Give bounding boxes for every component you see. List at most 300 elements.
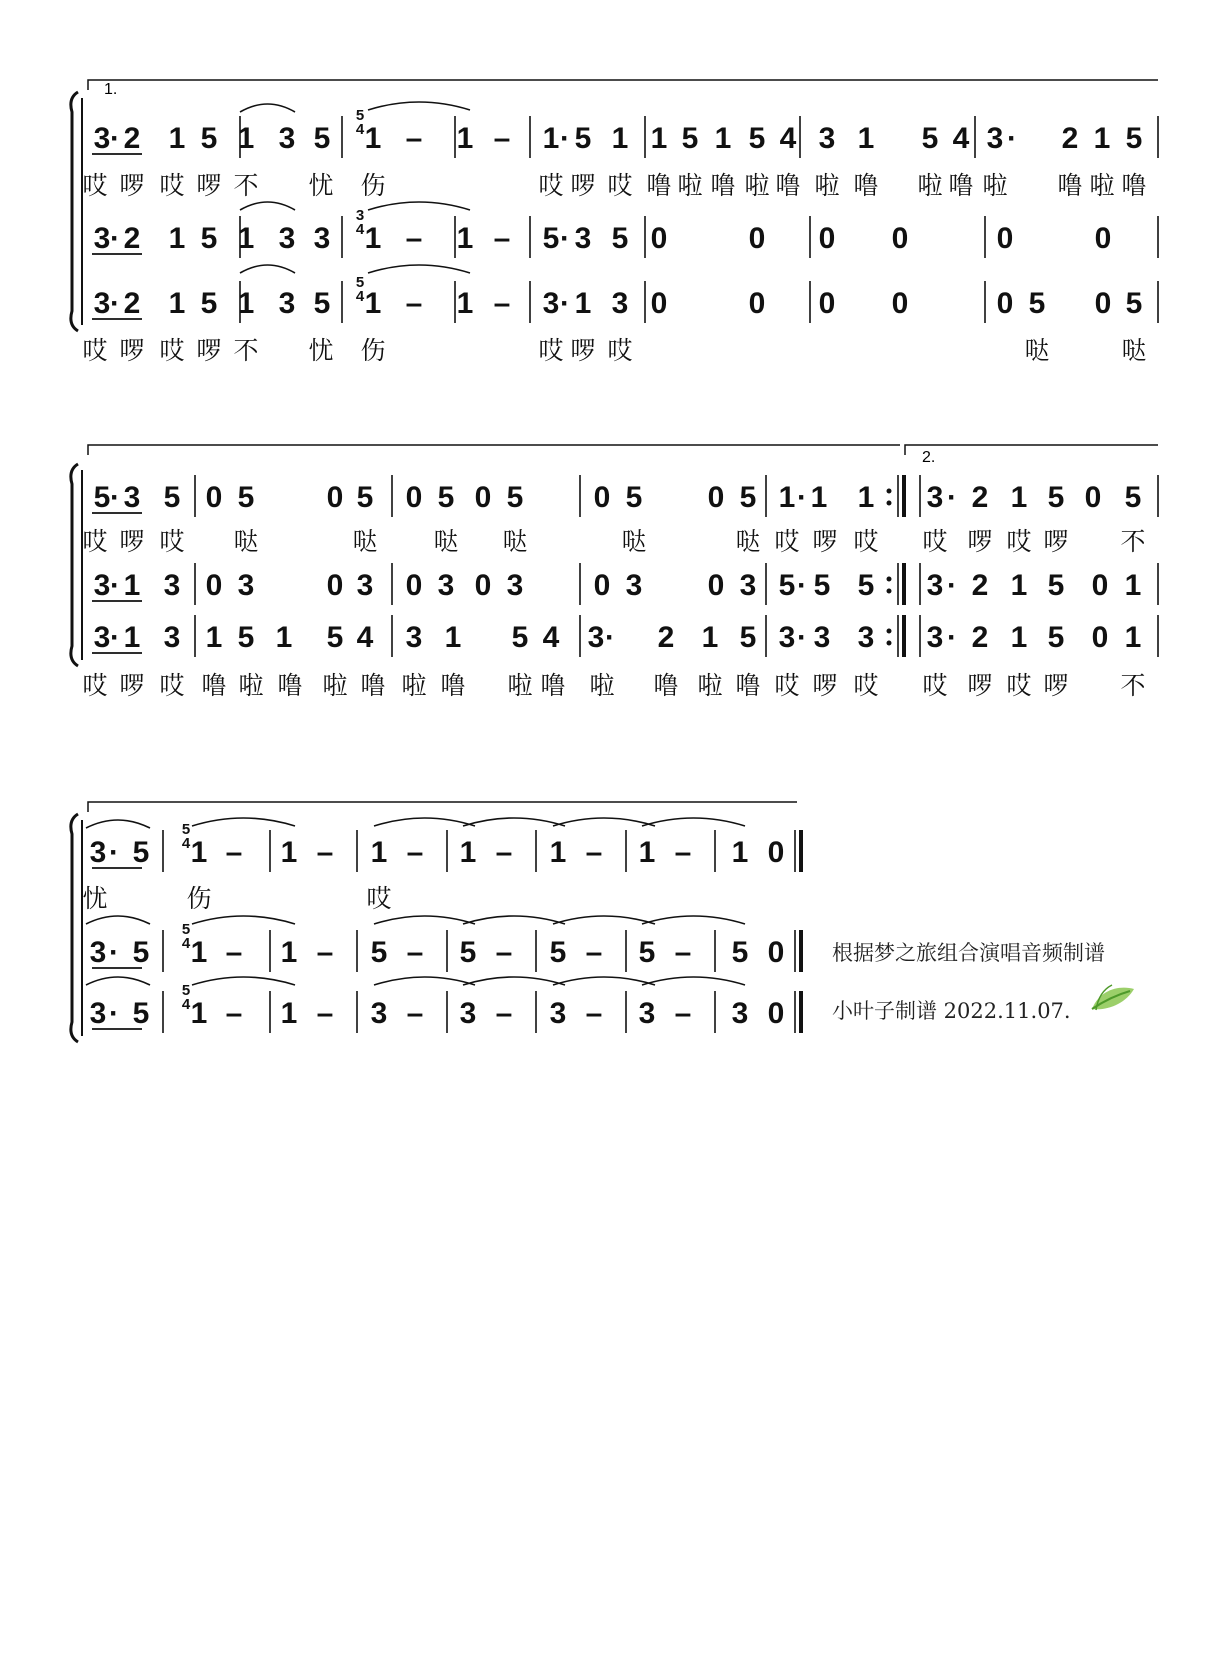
lyric-char: 哎 (774, 671, 800, 700)
lyric-char: 啰 (119, 336, 145, 365)
note-digit: · (797, 481, 807, 514)
note-digit: 1 (444, 621, 462, 654)
volta-bracket (88, 802, 797, 812)
note-digit: 5 (313, 287, 331, 320)
note-digit: 3 (813, 621, 831, 654)
repeat-dot (887, 629, 892, 634)
note-digit: 3 (731, 997, 749, 1030)
tie-slur (374, 977, 475, 985)
note-digit: 0 (405, 481, 423, 514)
lyric-char: 伤 (360, 336, 386, 365)
repeat-dot (887, 641, 892, 646)
lyric-char: 哎 (82, 527, 108, 556)
lyric-char: 啦 (814, 171, 840, 200)
note-digit: 5 (132, 936, 150, 969)
hold-dash: – (406, 936, 424, 969)
note-digit: 5 (739, 621, 757, 654)
repeat-dot (887, 489, 892, 494)
note-digit: 1 (205, 621, 223, 654)
note-digit: · (605, 621, 615, 654)
note-digit: 5 (200, 287, 218, 320)
note-digit: 0 (707, 481, 725, 514)
note-digit: 5 (506, 481, 524, 514)
note-digit: 1 (778, 481, 796, 514)
hold-dash: – (316, 997, 334, 1030)
note-digit: · (109, 836, 119, 869)
note-digit: 5 (163, 481, 181, 514)
hold-dash: – (493, 287, 511, 320)
hold-dash: – (405, 287, 423, 320)
note-digit: · (110, 569, 120, 602)
lyric-char: 啦 (917, 171, 943, 200)
tie-slur (368, 265, 470, 273)
note-digit: 1 (1010, 621, 1028, 654)
lyric-char: 哒 (352, 527, 378, 556)
note-digit: · (947, 621, 957, 654)
note-digit: 1 (237, 287, 255, 320)
note-digit: 5 (857, 569, 875, 602)
hold-dash: – (585, 936, 603, 969)
note-digit: 1 (364, 287, 382, 320)
note-digit: 3 (574, 222, 592, 255)
note-digit: · (947, 481, 957, 514)
note-digit: 1 (190, 997, 208, 1030)
tie-slur (553, 916, 655, 924)
system-bracket (71, 814, 78, 1042)
lyric-char: 噜 (735, 671, 761, 700)
lyric-char: 啰 (119, 671, 145, 700)
note-digit: 2 (123, 122, 141, 155)
lyric-char: 啦 (1089, 171, 1115, 200)
note-digit: 1 (168, 287, 186, 320)
note-digit: 4 (952, 122, 970, 155)
lyric-char: 啦 (401, 671, 427, 700)
note-digit: 5 (739, 481, 757, 514)
lyric-char: 噜 (440, 671, 466, 700)
note-digit: 1 (456, 122, 474, 155)
note-digit: 3 (506, 569, 524, 602)
lyric-char: 啰 (967, 671, 993, 700)
lyric-char: 啦 (744, 171, 770, 200)
note-digit: 0 (891, 222, 909, 255)
tie-slur (240, 202, 295, 210)
note-digit: 0 (748, 222, 766, 255)
lyric-char: 噜 (775, 171, 801, 200)
note-digit: 0 (767, 997, 785, 1030)
lyric-char: 哒 (233, 527, 259, 556)
tie-slur (553, 818, 655, 826)
note-digit: 5 (326, 621, 344, 654)
note-digit: 1 (123, 621, 141, 654)
tie-slur (368, 102, 470, 110)
lyric-char: 噜 (646, 171, 672, 200)
meter-numerator: 5 (181, 921, 191, 938)
note-digit: 3 (542, 287, 560, 320)
note-digit: 3 (370, 997, 388, 1030)
meter-denominator: 4 (181, 835, 191, 852)
lyric-char: 啰 (812, 671, 838, 700)
note-digit: 5 (370, 936, 388, 969)
tie-slur (463, 977, 565, 985)
lyric-char: 哎 (538, 171, 564, 200)
note-digit: 5 (132, 836, 150, 869)
lyric-char: 啦 (677, 171, 703, 200)
tie-slur (240, 265, 295, 273)
note-digit: · (560, 222, 570, 255)
lyric-char: 哎 (922, 671, 948, 700)
note-digit: 3 (638, 997, 656, 1030)
note-digit: · (560, 122, 570, 155)
note-digit: 3 (857, 621, 875, 654)
note-digit: 1 (280, 936, 298, 969)
note-digit: 5 (611, 222, 629, 255)
note-digit: 5 (237, 481, 255, 514)
note-digit: · (110, 122, 120, 155)
tie-slur (192, 977, 295, 985)
note-digit: 5 (625, 481, 643, 514)
lyric-char: 啰 (967, 527, 993, 556)
note-digit: 2 (1061, 122, 1079, 155)
lyric-char: 哎 (159, 336, 185, 365)
tie-slur (86, 820, 150, 828)
note-digit: 3 (123, 481, 141, 514)
note-digit: 1 (190, 836, 208, 869)
note-digit: 3 (549, 997, 567, 1030)
repeat-dot (887, 577, 892, 582)
note-digit: · (110, 481, 120, 514)
note-digit: 3 (739, 569, 757, 602)
note-digit: 0 (1091, 621, 1109, 654)
note-digit: 3 (818, 122, 836, 155)
note-digit: 5 (437, 481, 455, 514)
note-digit: 3 (587, 621, 605, 654)
note-digit: 1 (701, 621, 719, 654)
note-digit: 1 (857, 122, 875, 155)
note-digit: 0 (818, 222, 836, 255)
meter-denominator: 4 (355, 221, 365, 238)
note-digit: 2 (971, 569, 989, 602)
note-digit: 5 (132, 997, 150, 1030)
lyric-char: 哎 (82, 336, 108, 365)
tie-slur (192, 818, 295, 826)
note-digit: 3 (278, 122, 296, 155)
note-digit: 1 (810, 481, 828, 514)
note-digit: 1 (237, 222, 255, 255)
note-digit: 0 (1091, 569, 1109, 602)
note-digit: 3 (278, 287, 296, 320)
note-digit: · (110, 287, 120, 320)
note-digit: 4 (542, 621, 560, 654)
lyric-char: 噜 (853, 171, 879, 200)
note-digit: 4 (779, 122, 797, 155)
hold-dash: – (495, 836, 513, 869)
note-digit: 0 (205, 481, 223, 514)
meter-denominator: 4 (355, 121, 365, 138)
note-digit: 0 (474, 481, 492, 514)
lyric-char: 啦 (507, 671, 533, 700)
note-digit: 2 (123, 287, 141, 320)
hold-dash: – (225, 997, 243, 1030)
lyric-char: 不 (233, 171, 259, 200)
note-digit: 1 (280, 836, 298, 869)
hold-dash: – (495, 997, 513, 1030)
note-digit: 0 (748, 287, 766, 320)
note-digit: 3 (405, 621, 423, 654)
lyric-char: 哎 (159, 171, 185, 200)
hold-dash: – (674, 936, 692, 969)
tie-slur (86, 916, 150, 924)
note-digit: · (110, 222, 120, 255)
lyric-char: 哎 (1006, 671, 1032, 700)
note-digit: 1 (456, 222, 474, 255)
note-digit: 1 (1124, 621, 1142, 654)
note-digit: 3 (611, 287, 629, 320)
hold-dash: – (585, 997, 603, 1030)
note-digit: 2 (657, 621, 675, 654)
note-digit: · (797, 621, 807, 654)
lyric-char: 哒 (1121, 336, 1147, 365)
hold-dash: – (674, 997, 692, 1030)
note-digit: 5 (638, 936, 656, 969)
hold-dash: – (225, 936, 243, 969)
note-digit: 1 (638, 836, 656, 869)
note-digit: 5 (1125, 287, 1143, 320)
note-digit: · (109, 997, 119, 1030)
note-digit: 1 (542, 122, 560, 155)
note-digit: 0 (405, 569, 423, 602)
note-digit: 0 (767, 836, 785, 869)
note-digit: 3 (93, 122, 111, 155)
lyric-char: 不 (233, 336, 259, 365)
tie-slur (374, 818, 475, 826)
note-digit: 0 (650, 287, 668, 320)
credit-author-date: 小叶子制谱 2022.11.07. (832, 999, 1071, 1023)
note-digit: 3 (625, 569, 643, 602)
hold-dash: – (316, 936, 334, 969)
lyric-char: 噜 (540, 671, 566, 700)
note-digit: 0 (1084, 481, 1102, 514)
lyric-char: 噜 (1057, 171, 1083, 200)
note-digit: 5 (748, 122, 766, 155)
tie-slur (240, 104, 295, 112)
note-digit: 3 (93, 569, 111, 602)
lyric-char: 哎 (774, 527, 800, 556)
note-digit: 3 (926, 569, 944, 602)
lyric-char: 啰 (812, 527, 838, 556)
volta-label: 2. (922, 449, 936, 466)
note-digit: 0 (996, 222, 1014, 255)
tie-slur (463, 818, 565, 826)
note-digit: 5 (1047, 569, 1065, 602)
lyric-char: 啰 (570, 336, 596, 365)
note-digit: 3 (986, 122, 1004, 155)
meter-numerator: 5 (181, 821, 191, 838)
note-digit: · (110, 621, 120, 654)
score-system-3 (71, 802, 801, 1042)
note-digit: 3 (278, 222, 296, 255)
system-bracket (71, 464, 78, 666)
note-digit: · (560, 287, 570, 320)
note-digit: 0 (326, 481, 344, 514)
meter-denominator: 4 (355, 288, 365, 305)
lyric-char: 哎 (853, 527, 879, 556)
tie-slur (368, 202, 470, 210)
lyric-char: 噜 (948, 171, 974, 200)
lyric-char: 啦 (589, 671, 615, 700)
note-digit: 2 (123, 222, 141, 255)
note-digit: 0 (474, 569, 492, 602)
meter-numerator: 5 (181, 982, 191, 999)
hold-dash: – (495, 936, 513, 969)
note-digit: 3 (778, 621, 796, 654)
lyric-char: 忧 (308, 171, 334, 200)
note-digit: · (947, 569, 957, 602)
note-digit: 5 (200, 122, 218, 155)
note-digit: 1 (364, 122, 382, 155)
note-digit: 5 (574, 122, 592, 155)
note-digit: 3 (459, 997, 477, 1030)
lyric-char: 哒 (1024, 336, 1050, 365)
note-digit: 0 (650, 222, 668, 255)
system-bracket (71, 92, 78, 331)
note-digit: 5 (1124, 481, 1142, 514)
score-system-2 (71, 445, 1158, 700)
note-digit: 1 (731, 836, 749, 869)
note-digit: 0 (326, 569, 344, 602)
note-digit: 5 (200, 222, 218, 255)
score-system-1 (71, 80, 1158, 365)
lyric-char: 哎 (538, 336, 564, 365)
lyric-char: 不 (1120, 671, 1146, 700)
note-digit: 1 (190, 936, 208, 969)
note-digit: 3 (437, 569, 455, 602)
lyric-char: 啦 (322, 671, 348, 700)
note-digit: 3 (93, 621, 111, 654)
note-digit: 5 (459, 936, 477, 969)
note-digit: 0 (767, 936, 785, 969)
meter-numerator: 3 (355, 207, 365, 224)
lyric-char: 忧 (308, 336, 334, 365)
lyric-char: 不 (1120, 527, 1146, 556)
hold-dash: – (406, 836, 424, 869)
note-digit: 3 (93, 287, 111, 320)
lyric-char: 噜 (277, 671, 303, 700)
note-digit: 3 (926, 621, 944, 654)
note-digit: 3 (93, 222, 111, 255)
lyric-char: 啦 (238, 671, 264, 700)
note-digit: 2 (971, 481, 989, 514)
note-digit: 1 (574, 287, 592, 320)
note-digit: 1 (123, 569, 141, 602)
note-digit: 5 (813, 569, 831, 602)
note-digit: 0 (1094, 222, 1112, 255)
note-digit: 1 (237, 122, 255, 155)
note-digit: 1 (459, 836, 477, 869)
lyric-char: 啰 (196, 336, 222, 365)
note-digit: 3 (926, 481, 944, 514)
note-digit: 1 (549, 836, 567, 869)
note-digit: 5 (731, 936, 749, 969)
lyric-char: 哎 (366, 884, 392, 913)
tie-slur (553, 977, 655, 985)
note-digit: 5 (1047, 481, 1065, 514)
lyric-char: 哒 (735, 527, 761, 556)
note-digit: 1 (857, 481, 875, 514)
note-digit: 3 (89, 836, 107, 869)
lyric-char: 哎 (159, 671, 185, 700)
note-digit: 0 (996, 287, 1014, 320)
note-digit: · (1007, 122, 1017, 155)
note-digit: 5 (1125, 122, 1143, 155)
note-digit: 5 (313, 122, 331, 155)
hold-dash: – (585, 836, 603, 869)
hold-dash: – (493, 122, 511, 155)
note-digit: 5 (237, 621, 255, 654)
hold-dash: – (674, 836, 692, 869)
lyric-char: 啰 (196, 171, 222, 200)
tie-slur (642, 818, 745, 826)
lyric-char: 噜 (653, 671, 679, 700)
note-digit: 5 (511, 621, 529, 654)
hold-dash: – (316, 836, 334, 869)
note-digit: 1 (1010, 569, 1028, 602)
tie-slur (463, 916, 565, 924)
note-digit: 0 (205, 569, 223, 602)
note-digit: 1 (714, 122, 732, 155)
lyric-char: 哎 (159, 527, 185, 556)
note-digit: 1 (611, 122, 629, 155)
volta-bracket (88, 80, 1158, 90)
note-digit: 1 (168, 122, 186, 155)
lyric-char: 啰 (119, 171, 145, 200)
leaf-icon (1090, 983, 1136, 1013)
tie-slur (642, 916, 745, 924)
note-digit: · (797, 569, 807, 602)
note-digit: 3 (89, 997, 107, 1030)
lyric-char: 啦 (982, 171, 1008, 200)
lyric-char: 哎 (607, 336, 633, 365)
lyric-char: 哎 (922, 527, 948, 556)
note-digit: 0 (891, 287, 909, 320)
note-digit: 1 (1093, 122, 1111, 155)
lyric-char: 伤 (186, 884, 212, 913)
note-digit: 5 (93, 481, 111, 514)
lyric-char: 哎 (1006, 527, 1032, 556)
lyric-char: 哒 (621, 527, 647, 556)
note-digit: 1 (370, 836, 388, 869)
note-digit: 1 (275, 621, 293, 654)
tie-slur (86, 977, 150, 985)
repeat-dot (887, 501, 892, 506)
note-digit: 3 (163, 621, 181, 654)
note-digit: 1 (456, 287, 474, 320)
note-digit: 2 (971, 621, 989, 654)
note-digit: 5 (549, 936, 567, 969)
note-digit: 5 (921, 122, 939, 155)
lyric-char: 噜 (1121, 171, 1147, 200)
note-digit: 1 (168, 222, 186, 255)
meter-denominator: 4 (181, 996, 191, 1013)
note-digit: 1 (1010, 481, 1028, 514)
lyric-char: 噜 (360, 671, 386, 700)
lyric-char: 啰 (570, 171, 596, 200)
note-digit: 5 (1028, 287, 1046, 320)
note-digit: · (109, 936, 119, 969)
note-digit: 1 (650, 122, 668, 155)
tie-slur (374, 916, 475, 924)
note-digit: 1 (364, 222, 382, 255)
note-digit: 4 (356, 621, 374, 654)
